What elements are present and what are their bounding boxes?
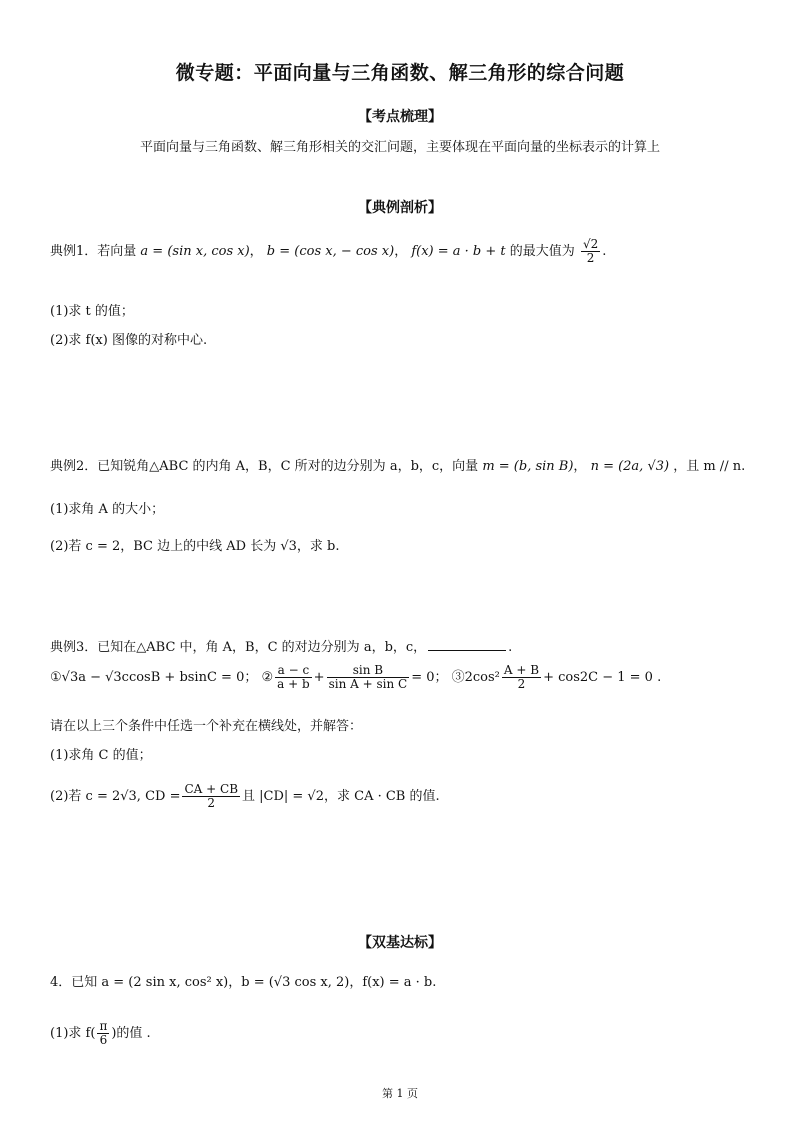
example-3-question-1: (1)求角 C 的值； [50, 748, 152, 763]
condition-2-fraction-1-numerator: a − c [275, 664, 312, 678]
example-3-conditions [50, 664, 661, 691]
pi-over-six-denominator: 6 [99, 1033, 108, 1048]
condition-2-tail: = 0； [411, 670, 448, 686]
example-1-mid: 的最大值为 [509, 244, 575, 260]
example-2-tail: ，且 m // n. [673, 459, 746, 474]
section-heading-shuangji: 【双基达标】 [358, 935, 442, 951]
example-2-statement: 典例2．已知锐角△ABC 的内角 A，B，C 所对的边分别为 a，b，c，向量 m = (b, sin B)， n = (2a, √3) ，且 m // n. [50, 459, 746, 474]
condition-3-fraction-denominator: 2 [517, 677, 526, 692]
answer-blank [428, 638, 506, 651]
vector-m-definition: m = (b, sin B) [482, 459, 574, 474]
example-3-question-2-prefix: (2)若 c = 2√3, CD = [50, 789, 181, 805]
function-f-definition: f(x) = a · b + t [411, 244, 506, 260]
example-3-text: 典例3．已知在△ABC 中，角 A，B，C 的对边分别为 a，b，c， [50, 640, 427, 655]
section-heading-dianli: 【典例剖析】 [358, 200, 442, 216]
example-3-statement: 典例3．已知在△ABC 中，角 A，B，C 的对边分别为 a，b，c， . [50, 640, 513, 655]
cd-vector-fraction-numerator: CA + CB [184, 782, 239, 796]
example-2-question-2: (2)若 c = 2，BC 边上的中线 AD 长为 √3，求 b. [50, 539, 340, 554]
condition-3-tail: + cos2C − 1 = 0 . [543, 670, 662, 686]
page-title: 微专题：平面向量与三角函数、解三角形的综合问题 [175, 62, 625, 84]
condition-2-fraction-1 [275, 664, 312, 691]
condition-2-fraction-1-denominator: a + b [277, 677, 310, 692]
section-heading-kaodian: 【考点梳理】 [358, 109, 442, 125]
exercise-4-statement: 4．已知 a = (2 sin x, cos² x)，b = (√3 cos x, 2)，f(x) = a · b. [50, 975, 437, 990]
example-1-question-2: (2)求 f(x) 图像的对称中心. [50, 333, 208, 348]
condition-2-fraction-2-numerator: sin B [327, 664, 410, 678]
intro-text: 平面向量与三角函数、解三角形相关的交汇问题，主要体现在平面向量的坐标表示的计算上 [139, 140, 660, 155]
condition-3-fraction [502, 664, 541, 691]
exercise-4-question-1-prefix: (1)求 f [50, 1026, 91, 1042]
max-value-fraction [581, 238, 600, 265]
cd-vector-fraction-denominator: 2 [207, 796, 216, 811]
example-1-prefix: 典例1．若向量 [50, 244, 137, 260]
exercise-4-question-1-tail: 的值 . [116, 1026, 151, 1042]
example-3-instruction: 请在以上三个条件中任选一个补充在横线处，并解答： [50, 719, 363, 734]
condition-2-fraction-2 [327, 664, 410, 691]
condition-1: ①√3a − √3ccosB + bsinC = 0； [50, 670, 258, 686]
exercise-4-question-1: (1)求 f( $\frac{\pi}{6}$ )的值 . [50, 1019, 151, 1048]
max-value-numerator: √2 [582, 237, 599, 251]
pi-over-six-fraction [97, 1020, 109, 1047]
max-value-denominator: 2 [586, 251, 595, 266]
example-2-text: 典例2．已知锐角△ABC 的内角 A，B，C 所对的边分别为 a，b，c，向量 [50, 459, 479, 474]
example-1-statement: 典例1．若向量 a = (sin x, cos x)， b = (cos x, − cos x)， f(x) = a · b + t 的最大值为 $\frac{√2}{2}$ . [50, 237, 607, 266]
example-2-question-1: (1)求角 A 的大小； [50, 502, 165, 517]
condition-3-fraction-numerator: A + B [503, 663, 540, 677]
page-number: 第 1 页 [382, 1087, 418, 1100]
vector-n-definition: n = (2a, √3) [590, 459, 670, 474]
example-1-question-1: (1)求 t 的值； [50, 304, 134, 319]
condition-2-plus: + [313, 670, 325, 686]
condition-2-fraction-2-denominator: sin A + sin C [328, 677, 408, 692]
example-3-question-2 [50, 783, 440, 810]
condition-2-label: ② [261, 670, 274, 686]
pi-over-six-numerator: π [99, 1019, 108, 1033]
example-3-question-2-tail: 且 |CD| = √2，求 CA · CB 的值. [242, 789, 440, 805]
vector-a-definition: a = (sin x, cos x) [140, 244, 250, 260]
condition-3-prefix: ③2cos² [451, 670, 500, 686]
vector-b-definition: b = (cos x, − cos x) [266, 244, 395, 260]
cd-vector-fraction [182, 783, 240, 810]
